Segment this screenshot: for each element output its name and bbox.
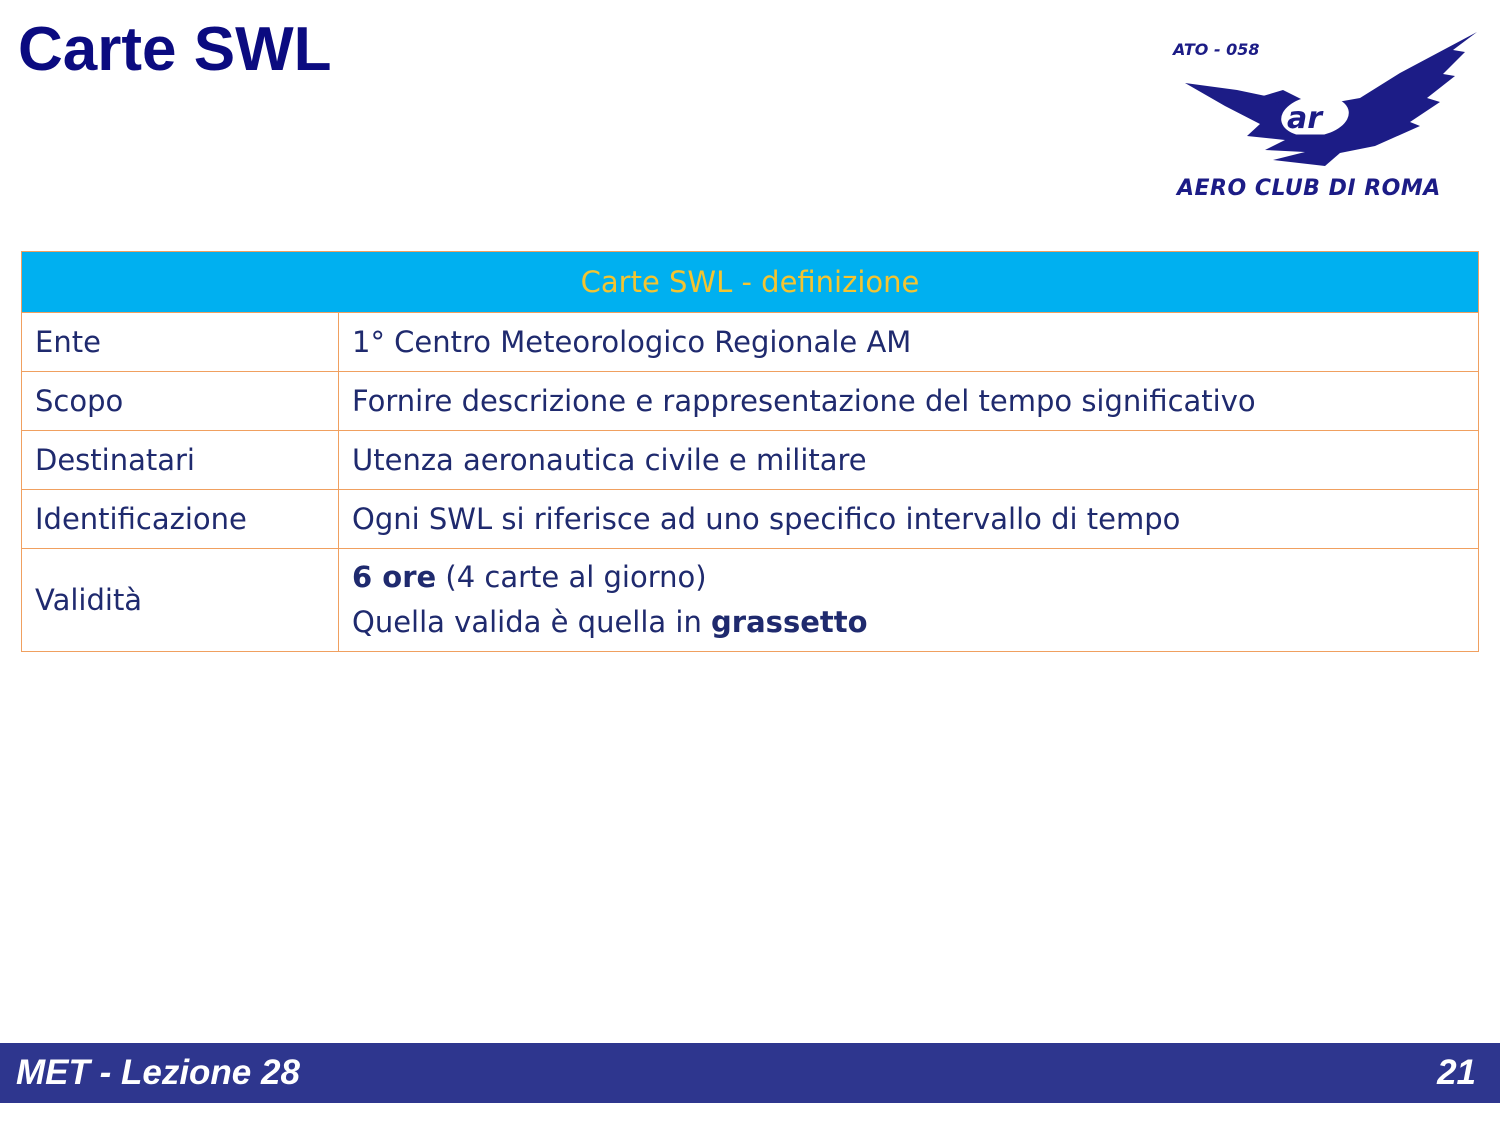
slide-number: 21 (1437, 1053, 1476, 1092)
validita-note: Quella valida è quella in (352, 605, 712, 639)
validita-line-1 (352, 555, 1465, 600)
footer-bar (0, 1043, 1500, 1103)
validita-hours: 6 ore (352, 560, 437, 594)
table-row (22, 549, 1479, 652)
row-value-scopo: Fornire descrizione e rappresentazione del tempo significativo (339, 372, 1479, 431)
row-value-destinatari: Utenza aeronautica civile e militare (339, 431, 1479, 490)
validita-bold-word: grassetto (711, 605, 868, 639)
row-label-destinatari: Destinatari (22, 431, 339, 490)
table-row (22, 313, 1479, 372)
row-value-identificazione: Ogni SWL si riferisce ad uno specifico intervallo di tempo (339, 490, 1479, 549)
aero-club-logo (1165, 28, 1485, 213)
svg-text:ar: ar (1287, 101, 1323, 136)
validita-line-2 (352, 600, 1465, 645)
row-value-validita (339, 549, 1479, 652)
footer-lesson-title: MET - Lezione 28 (16, 1053, 300, 1092)
row-value-ente: 1° Centro Meteorologico Regionale AM (339, 313, 1479, 372)
definition-table (21, 251, 1479, 652)
row-label-identificazione: Identificazione (22, 490, 339, 549)
validita-charts-per-day: (4 carte al giorno) (436, 560, 707, 594)
table-row (22, 431, 1479, 490)
logo-ato-label: ATO - 058 (1173, 40, 1260, 59)
row-label-ente: Ente (22, 313, 339, 372)
table-row (22, 372, 1479, 431)
page-title: Carte SWL (18, 15, 332, 84)
row-label-validita: Validità (22, 549, 339, 652)
table-row (22, 490, 1479, 549)
logo-club-name: AERO CLUB DI ROMA (1177, 176, 1441, 201)
row-label-scopo: Scopo (22, 372, 339, 431)
table-header: Carte SWL - definizione (22, 252, 1479, 313)
